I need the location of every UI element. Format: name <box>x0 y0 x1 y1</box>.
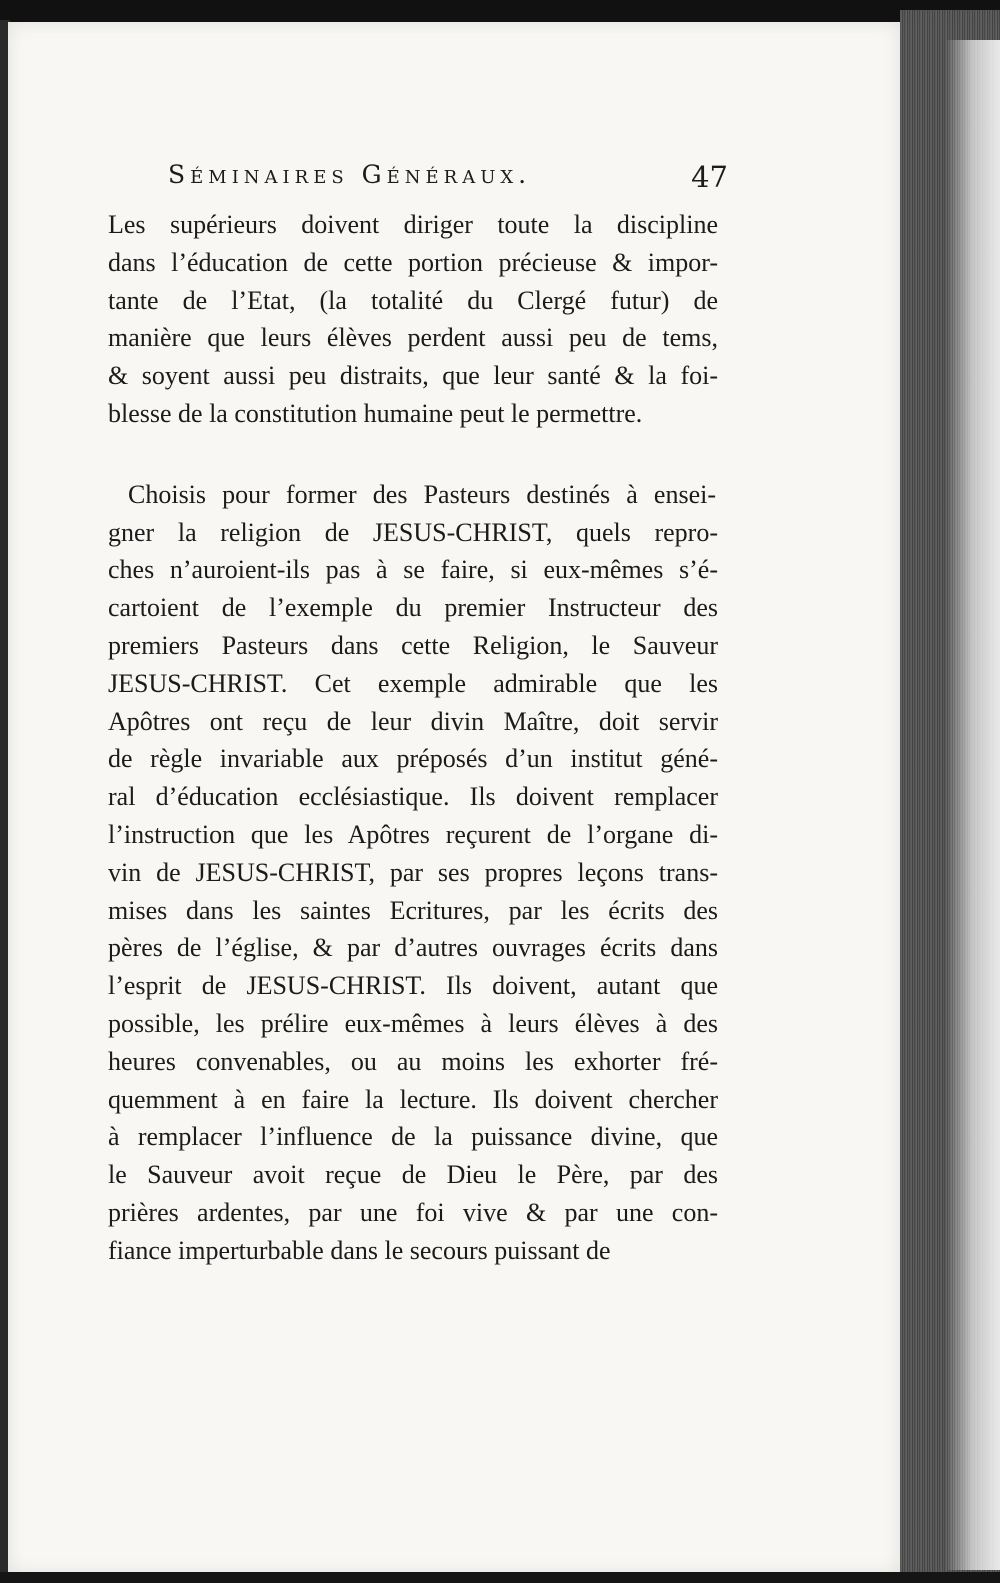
text-line: ral d’éducation ecclésiastique. Ils doivent remplacer <box>108 782 718 812</box>
text-line: vin de JESUS-CHRIST, par ses propres leçons trans- <box>108 857 718 887</box>
text-line: JESUS-CHRIST. Cet exemple admirable que les <box>108 668 718 698</box>
text-line: heures convenables, ou au moins les exhorter fré- <box>108 1046 718 1076</box>
page-stack-highlight <box>945 40 1000 1570</box>
text-line: Les supérieurs doivent diriger toute la discipline <box>108 210 718 239</box>
text-line: fiance imperturbable dans le secours puissant de <box>108 1235 611 1265</box>
text-line: premiers Pasteurs dans cette Religion, le Sauveur <box>108 630 718 660</box>
text-line: cartoient de l’exemple du premier Instructeur des <box>108 593 718 623</box>
text-line: prières ardentes, par une foi vive & par une con- <box>108 1197 718 1227</box>
text-line: manière que leurs élèves perdent aussi peu de tems, <box>108 323 718 353</box>
text-line: l’esprit de JESUS-CHRIST. Ils doivent, autant que <box>108 971 718 1001</box>
running-head: Séminaires Généraux. <box>168 160 532 189</box>
body-text <box>108 206 750 1270</box>
text-line: Apôtres ont reçu de leur divin Maître, doit servir <box>108 706 718 736</box>
text-line: quemment à en faire la lecture. Ils doivent chercher <box>108 1084 718 1114</box>
paragraph-gap <box>108 433 750 476</box>
text-line: gner la religion de JESUS-CHRIST, quels repro- <box>108 517 718 547</box>
text-line: tante de l’Etat, (la totalité du Clergé futur) de <box>108 285 718 315</box>
text-line: à remplacer l’influence de la puissance divine, que <box>108 1122 718 1152</box>
text-line: pères de l’église, & par d’autres ouvrages écrits dans <box>108 933 718 963</box>
paragraph-1 <box>108 206 750 433</box>
text-line: le Sauveur avoit reçue de Dieu le Père, par des <box>108 1160 718 1190</box>
text-line: ches n’auroient-ils pas à se faire, si eux-mêmes s’é- <box>108 555 718 585</box>
text-line: Choisis pour former des Pasteurs destinés à ensei- <box>128 479 716 509</box>
text-line: possible, les prélire eux-mêmes à leurs élèves à des <box>108 1008 718 1038</box>
text-line: & soyent aussi peu distraits, que leur santé & la foi- <box>108 361 718 391</box>
page-number: 47 <box>691 160 728 194</box>
scan-top-border <box>0 0 1000 24</box>
text-line: de règle invariable aux préposés d’un institut géné- <box>108 744 718 774</box>
text-line: l’instruction que les Apôtres reçurent de l’organe di- <box>108 819 718 849</box>
paragraph-2 <box>108 476 750 1270</box>
page-header <box>168 160 728 200</box>
scan-bottom-border <box>0 1572 1000 1583</box>
text-line: dans l’éducation de cette portion précieuse & impor- <box>108 247 718 277</box>
text-line: blesse de la constitution humaine peut le permettre. <box>108 398 643 428</box>
text-line: mises dans les saintes Ecritures, par les écrits des <box>108 895 718 925</box>
